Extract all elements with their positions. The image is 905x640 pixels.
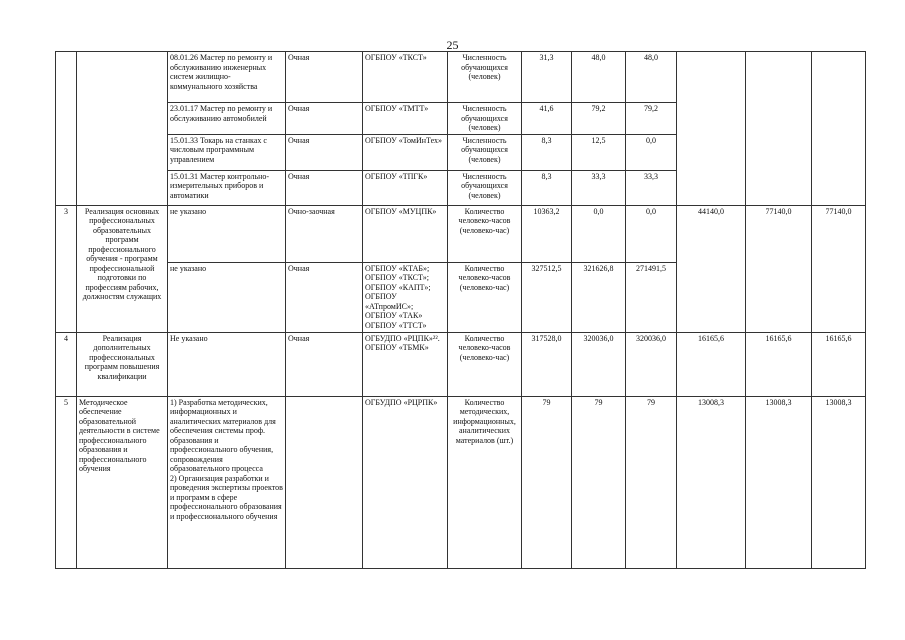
program-cell: не указано (168, 262, 286, 332)
activity-name: Методическое обеспечение образовательной деятельности в системе профессионального образования и профессионального обучения (77, 396, 168, 568)
cont-num-cell (56, 52, 77, 206)
form-cell (286, 396, 363, 568)
funding-cell: 16165,6 (677, 332, 746, 396)
program-cell: 1) Разработка методических, информационных и аналитических материалов для обеспечения системы проф. образования и профессионального обучения, сопровождения образовательного процесса 2) Организация разработки и проведения экспертизы проектов и программ в сфере профессионального образования и профессионального обучения (168, 396, 286, 568)
org-cell: ОГБПОУ «КТАБ»; ОГБПОУ «ТКСТ»; ОГБПОУ «КАПТ»; ОГБПОУ «АТпромИС»; ОГБПОУ «ТАК» ОГБПОУ «ТТСТ» (363, 262, 448, 332)
program-cell: 15.01.31 Мастер контрольно-измерительных приборов и автоматики (168, 170, 286, 205)
form-cell: Очная (286, 52, 363, 103)
program-cell: 08.01.26 Мастер по ремонту и обслуживанию инженерных систем жилищно-коммунального хозяйства (168, 52, 286, 103)
value-cell: 48,0 (572, 52, 626, 103)
form-cell: Очная (286, 134, 363, 170)
value-cell: 321626,8 (572, 262, 626, 332)
org-cell: ОГБУДПО «РЦРПК» (363, 396, 448, 568)
table-row (56, 332, 866, 396)
funding-cell: 16165,6 (746, 332, 812, 396)
program-cell: 23.01.17 Мастер по ремонту и обслуживанию автомобилей (168, 103, 286, 135)
indicator-cell: Количество методических, информационных, аналитических материалов (шт.) (448, 396, 522, 568)
cont-fund-cell (746, 52, 812, 206)
funding-cell: 13008,3 (746, 396, 812, 568)
funding-cell: 13008,3 (677, 396, 746, 568)
form-cell: Очная (286, 332, 363, 396)
form-cell: Очная (286, 170, 363, 205)
form-cell: Очная (286, 103, 363, 135)
indicator-cell: Количество человеко-часов (человеко-час) (448, 262, 522, 332)
indicator-cell: Численность обучающихся (человек) (448, 170, 522, 205)
value-cell: 317528,0 (522, 332, 572, 396)
program-cell: Не указано (168, 332, 286, 396)
row-number: 3 (56, 205, 77, 332)
value-cell: 79 (522, 396, 572, 568)
funding-cell: 13008,3 (812, 396, 866, 568)
org-cell: ОГБУДПО «РЦПК»²². ОГБПОУ «ТБМК» (363, 332, 448, 396)
value-cell: 0,0 (626, 134, 677, 170)
program-cell: не указано (168, 205, 286, 262)
table-row (56, 52, 866, 103)
value-cell: 48,0 (626, 52, 677, 103)
row-number: 4 (56, 332, 77, 396)
indicator-cell: Количество человеко-часов (человеко-час) (448, 205, 522, 262)
funding-cell: 16165,6 (812, 332, 866, 396)
row-number: 5 (56, 396, 77, 568)
org-cell: ОГБПОУ «ТКСТ» (363, 52, 448, 103)
indicator-cell: Численность обучающихся (человек) (448, 103, 522, 135)
value-cell: 79,2 (572, 103, 626, 135)
page-number: 25 (446, 38, 459, 52)
value-cell: 79 (626, 396, 677, 568)
indicator-cell: Количество человеко-часов (человеко-час) (448, 332, 522, 396)
cont-fund-cell (812, 52, 866, 206)
value-cell: 33,3 (572, 170, 626, 205)
value-cell: 79,2 (626, 103, 677, 135)
funding-cell: 77140,0 (812, 205, 866, 332)
budget-table (55, 51, 866, 569)
value-cell: 79 (572, 396, 626, 568)
indicator-cell: Численность обучающихся (человек) (448, 52, 522, 103)
org-cell: ОГБПОУ «ТомИнТех» (363, 134, 448, 170)
org-cell: ОГБПОУ «МУЦПК» (363, 205, 448, 262)
value-cell: 31,3 (522, 52, 572, 103)
org-cell: ОГБПОУ «ТМТТ» (363, 103, 448, 135)
value-cell: 8,3 (522, 134, 572, 170)
value-cell: 0,0 (626, 205, 677, 262)
program-cell: 15.01.33 Токарь на станках с числовым программным управлением (168, 134, 286, 170)
activity-name: Реализация дополнительных профессиональных программ повышения квалификации (77, 332, 168, 396)
value-cell: 327512,5 (522, 262, 572, 332)
value-cell: 41,6 (522, 103, 572, 135)
funding-cell: 44140,0 (677, 205, 746, 332)
activity-name: Реализация основных профессиональных образовательных программ профессионального обучения - программ профессиональной подготовки по профессиям рабочих, должностям служащих (77, 205, 168, 332)
value-cell: 12,5 (572, 134, 626, 170)
form-cell: Очно-заочная (286, 205, 363, 262)
funding-cell: 77140,0 (746, 205, 812, 332)
cont-name-cell (77, 52, 168, 206)
value-cell: 10363,2 (522, 205, 572, 262)
value-cell: 8,3 (522, 170, 572, 205)
form-cell: Очная (286, 262, 363, 332)
value-cell: 271491,5 (626, 262, 677, 332)
value-cell: 0,0 (572, 205, 626, 262)
table-row (56, 205, 866, 262)
value-cell: 320036,0 (626, 332, 677, 396)
table-row (56, 396, 866, 568)
org-cell: ОГБПОУ «ТПГК» (363, 170, 448, 205)
cont-fund-cell (677, 52, 746, 206)
indicator-cell: Численность обучающихся (человек) (448, 134, 522, 170)
value-cell: 320036,0 (572, 332, 626, 396)
value-cell: 33,3 (626, 170, 677, 205)
